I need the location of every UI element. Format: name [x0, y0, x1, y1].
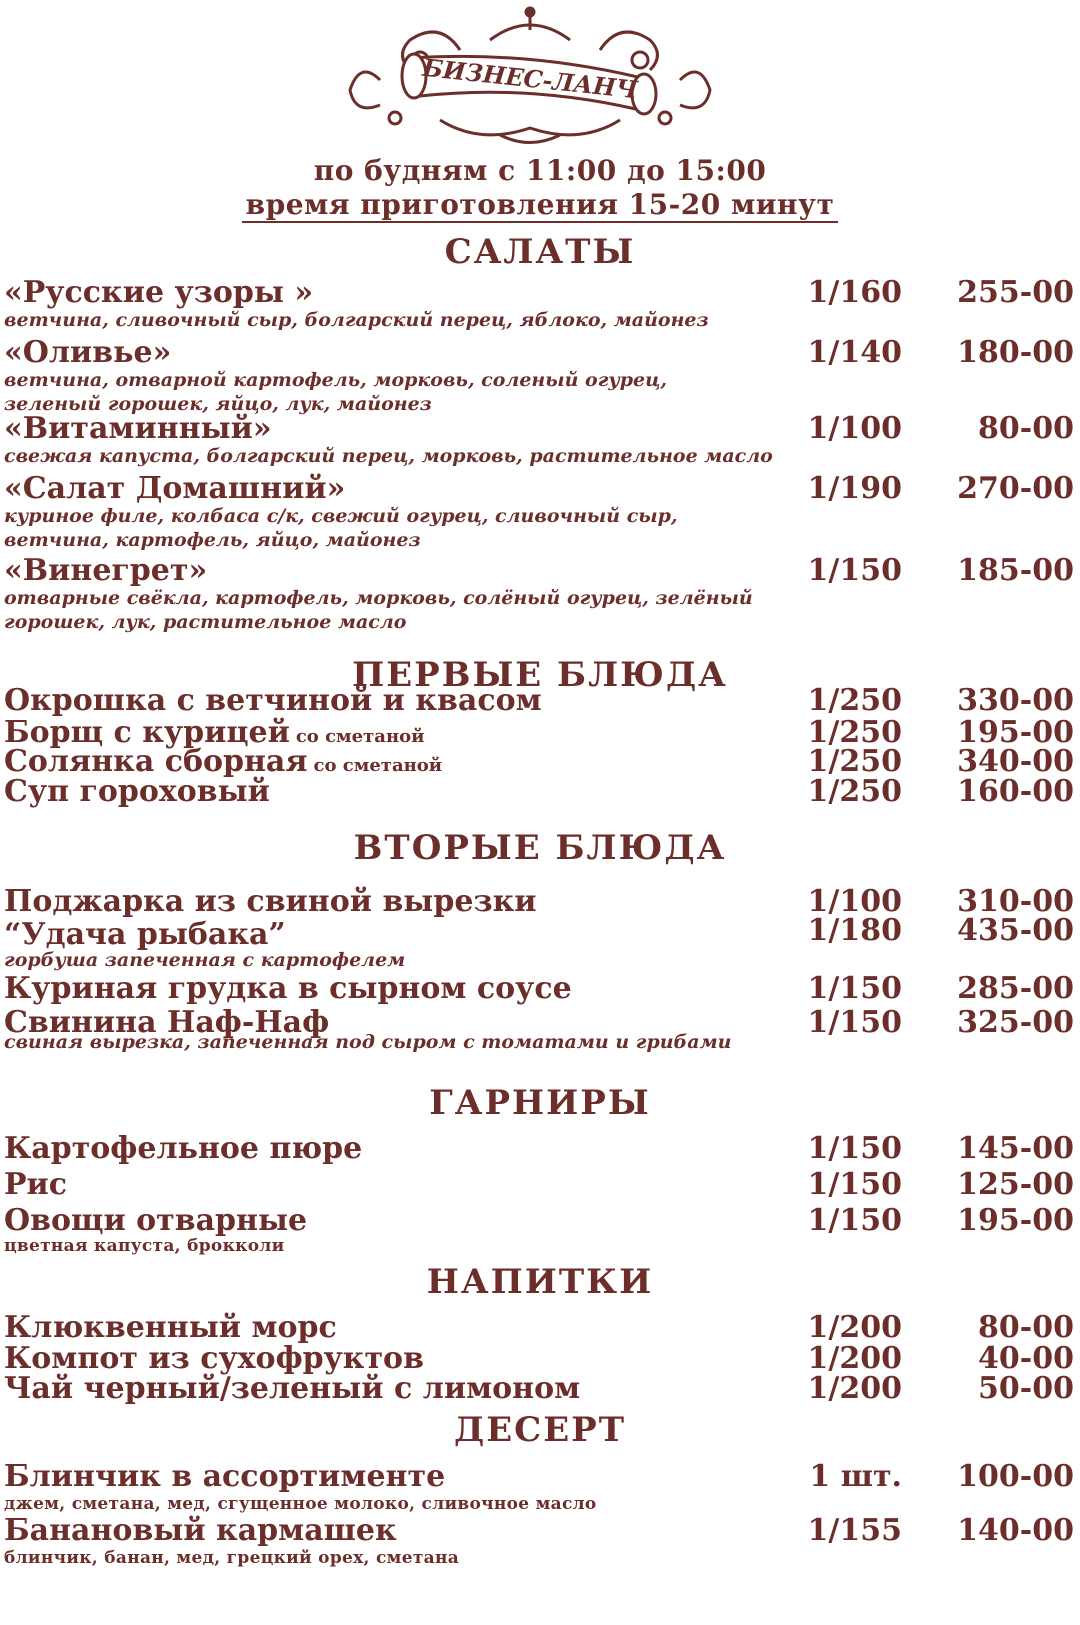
item-price: 180-00	[957, 335, 1074, 370]
item-name-text: Окрошка с ветчиной и квасом	[4, 683, 542, 718]
section-title-first: ПЕРВЫЕ БЛЮДА	[352, 655, 728, 695]
item-weight: 1/200	[807, 1371, 902, 1406]
item-name: Блинчик в ассортименте	[4, 1459, 446, 1494]
item-weight: 1/150	[807, 553, 902, 588]
item-description: куриное филе, колбаса с/к, свежий огурец, сливочный сыр, ветчина, картофель, яйцо, майонез	[4, 505, 678, 551]
item-price: 285-00	[957, 971, 1074, 1006]
item-price: 255-00	[957, 275, 1074, 310]
item-price: 195-00	[957, 1203, 1074, 1238]
item-weight: 1/150	[807, 1131, 902, 1166]
item-description: цветная капуста, брокколи	[4, 1236, 285, 1256]
item-name: Поджарка из свиной вырезки	[4, 884, 537, 919]
item-weight: 1/200	[807, 1341, 902, 1376]
item-weight: 1/150	[807, 971, 902, 1006]
item-weight: 1 шт.	[809, 1459, 902, 1494]
item-name: Картофельное пюре	[4, 1131, 363, 1166]
prep-time-line	[0, 188, 1080, 221]
emblem-text: БИЗНЕС-ЛАНЧ	[421, 52, 640, 105]
item-description: ветчина, сливочный сыр, болгарский перец, яблоко, майонез	[4, 309, 709, 331]
item-description: ветчина, отварной картофель, морковь, соленый огурец, зеленый горошек, яйцо, лук, майонез	[4, 369, 668, 415]
item-name: Банановый кармашек	[4, 1513, 397, 1548]
item-name: “Удача рыбака”	[4, 917, 286, 952]
item-weight: 1/100	[807, 411, 902, 446]
item-name	[4, 775, 276, 813]
item-price: 40-00	[978, 1341, 1074, 1376]
item-price: 140-00	[957, 1513, 1074, 1548]
item-price: 270-00	[957, 471, 1074, 506]
item-price: 195-00	[957, 715, 1074, 750]
item-price: 50-00	[978, 1371, 1074, 1406]
item-price: 185-00	[957, 553, 1074, 588]
item-weight: 1/150	[807, 1203, 902, 1238]
item-price: 435-00	[957, 913, 1074, 948]
item-description: блинчик, банан, мед, грецкий орех, сметана	[4, 1548, 460, 1568]
item-description: свиная вырезка, запеченная под сыром с томатами и грибами	[4, 1031, 732, 1053]
item-name: «Винегрет»	[4, 553, 208, 588]
item-price: 100-00	[957, 1459, 1074, 1494]
item-name: Клюквенный морс	[4, 1310, 337, 1345]
item-name-text: Солянка сборная	[4, 744, 308, 779]
item-price: 325-00	[957, 1005, 1074, 1040]
item-price: 340-00	[957, 744, 1074, 779]
ornamental-scroll-emblem	[340, 0, 720, 150]
item-price: 125-00	[957, 1167, 1074, 1202]
item-note: со сметаной	[313, 755, 443, 776]
hours-line	[0, 154, 1080, 187]
item-name-text: Суп гороховый	[4, 774, 270, 809]
item-description: джем, сметана, мед, сгущенное молоко, сливочное масло	[4, 1494, 597, 1514]
section-title-salads: САЛАТЫ	[444, 232, 636, 272]
item-name: Овощи отварные	[4, 1203, 308, 1238]
item-price: 160-00	[957, 774, 1074, 809]
section-title-second: ВТОРЫЕ БЛЮДА	[353, 828, 727, 868]
item-weight: 1/200	[807, 1310, 902, 1345]
item-price: 145-00	[957, 1131, 1074, 1166]
section-title-dessert: ДЕСЕРТ	[454, 1410, 626, 1450]
item-weight: 1/100	[807, 884, 902, 919]
hours-text: по будням с 11:00 до 15:00	[313, 154, 767, 187]
item-weight: 1/190	[807, 471, 902, 506]
item-price: 80-00	[978, 1310, 1074, 1345]
item-name: «Русские узоры »	[4, 275, 314, 310]
item-name: Свинина Наф-Наф	[4, 1005, 330, 1040]
item-name: «Салат Домашний»	[4, 471, 346, 506]
item-name-text: Борщ с курицей	[4, 715, 290, 750]
item-name: «Оливье»	[4, 335, 172, 370]
item-weight: 1/250	[807, 744, 902, 779]
item-weight: 1/160	[807, 275, 902, 310]
item-name: Чай черный/зеленый с лимоном	[4, 1371, 581, 1406]
item-weight: 1/150	[807, 1005, 902, 1040]
item-name: Рис	[4, 1167, 68, 1202]
section-title-drinks: НАПИТКИ	[426, 1262, 654, 1302]
item-price: 80-00	[978, 411, 1074, 446]
item-note: со сметаной	[295, 726, 425, 747]
item-description: горбуша запеченная с картофелем	[4, 949, 406, 971]
item-name: «Витаминный»	[4, 411, 272, 446]
item-description: отварные свёкла, картофель, морковь, солёный огурец, зелёный горошек, лук, растительное масло	[4, 587, 753, 633]
section-title-sides: ГАРНИРЫ	[429, 1083, 651, 1123]
item-price: 330-00	[957, 683, 1074, 718]
item-weight: 1/250	[807, 715, 902, 750]
item-weight: 1/150	[807, 1167, 902, 1202]
prep-time-text: время приготовления 15-20 минут	[242, 188, 839, 223]
item-name: Куриная грудка в сырном соусе	[4, 971, 572, 1006]
item-weight: 1/140	[807, 335, 902, 370]
item-price: 310-00	[957, 884, 1074, 919]
item-weight: 1/250	[807, 683, 902, 718]
item-description: свежая капуста, болгарский перец, морковь, растительное масло	[4, 445, 773, 467]
item-weight: 1/250	[807, 774, 902, 809]
item-name: Компот из сухофруктов	[4, 1341, 424, 1376]
item-weight: 1/155	[807, 1513, 902, 1548]
item-weight: 1/180	[807, 913, 902, 948]
